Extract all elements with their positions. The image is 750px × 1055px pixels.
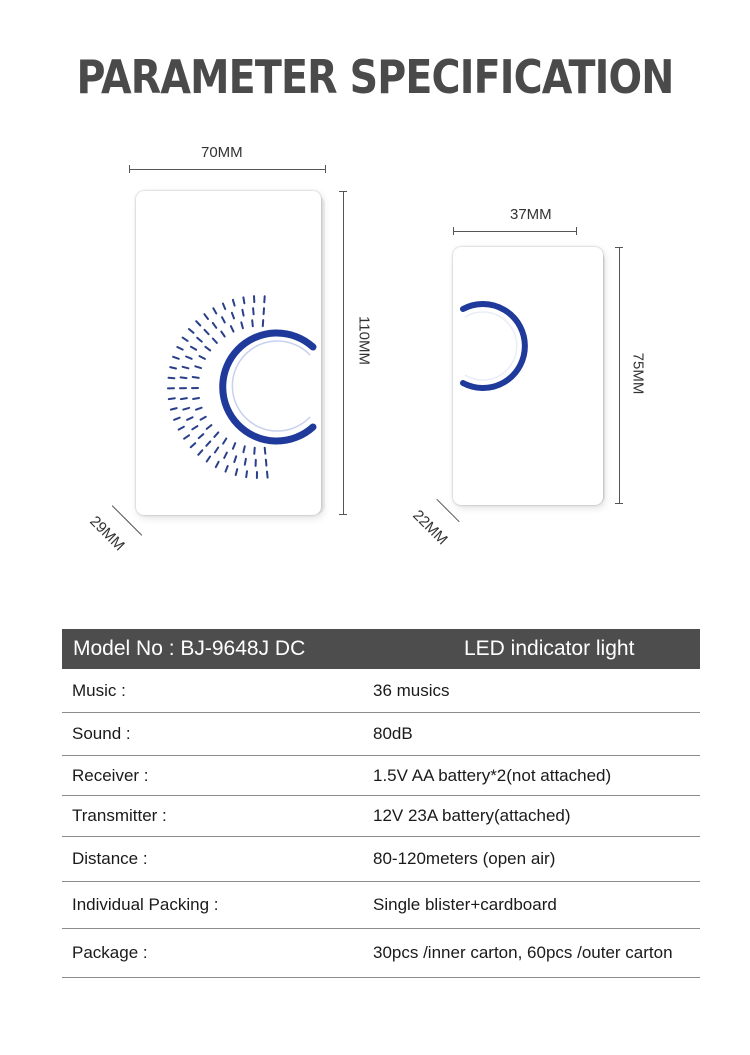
receiver-height-label: 110MM — [355, 316, 373, 365]
speaker-hole — [183, 338, 188, 341]
spec-key: Sound : — [72, 724, 131, 743]
speaker-hole — [226, 466, 228, 472]
speaker-hole — [189, 329, 194, 333]
spec-row-packing — [62, 882, 700, 929]
speaker-hole — [198, 450, 202, 455]
speaker-hole — [213, 339, 217, 343]
speaker-hole — [234, 456, 236, 462]
speaker-hole — [241, 322, 243, 328]
speaker-hole — [179, 427, 184, 430]
transmitter-width-label: 37MM — [510, 206, 552, 223]
speaker-hole — [181, 398, 187, 399]
speaker-hole — [201, 417, 206, 420]
spec-value: 80dB — [373, 724, 413, 743]
speaker-hole — [193, 398, 199, 399]
led-ring-inner — [232, 341, 310, 431]
receiver-width-tick-right — [325, 165, 326, 173]
spec-key: Receiver : — [72, 765, 149, 785]
led-ring-icon — [463, 304, 525, 388]
receiver-width-label: 70MM — [201, 144, 243, 161]
spec-table — [62, 629, 700, 978]
speaker-hole — [223, 304, 225, 310]
speaker-hole — [242, 310, 243, 316]
spec-key: Music : — [72, 680, 126, 700]
speaker-hole — [186, 357, 192, 359]
receiver-speaker-grille — [136, 191, 321, 515]
speaker-hole — [195, 366, 201, 368]
receiver-height-line — [343, 191, 344, 515]
spec-key: Transmitter : — [72, 806, 167, 825]
speaker-hole — [187, 417, 193, 420]
speaker-hole — [232, 313, 234, 319]
speaker-hole — [183, 367, 189, 369]
spec-row-sound — [62, 713, 700, 756]
receiver-depth-label: 29MM — [86, 512, 128, 555]
speaker-hole — [206, 441, 210, 445]
transmitter-unit — [453, 247, 603, 505]
speaker-hole — [266, 460, 267, 466]
spec-value: 1.5V AA battery*2(not attached) — [373, 765, 612, 785]
speaker-hole — [174, 418, 180, 420]
speaker-hole — [191, 443, 196, 447]
speaker-hole — [231, 326, 234, 331]
transmitter-button — [453, 247, 603, 505]
speaker-hole — [216, 462, 219, 467]
speaker-hole — [205, 330, 209, 334]
speaker-hole — [170, 367, 176, 368]
receiver-width-line — [129, 169, 326, 170]
spec-row-distance — [62, 837, 700, 882]
speaker-hole — [207, 425, 212, 429]
spec-key: Individual Packing : — [72, 895, 219, 914]
speaker-hole — [169, 398, 175, 399]
speaker-hole — [200, 356, 205, 359]
speaker-hole — [173, 357, 179, 359]
transmitter-width-tick-right — [576, 227, 577, 235]
feature-label: LED indicator light — [464, 637, 635, 660]
speaker-hole — [207, 457, 210, 462]
speaker-hole — [243, 297, 244, 303]
speaker-hole — [183, 408, 189, 410]
speaker-hole — [192, 426, 197, 429]
spec-row-package — [62, 929, 700, 978]
speaker-holes — [168, 296, 268, 478]
spec-row-music — [62, 669, 700, 713]
speaker-hole — [184, 435, 189, 438]
spec-value: 80-120meters (open air) — [373, 849, 556, 868]
speaker-hole — [243, 446, 244, 452]
speaker-hole — [196, 321, 200, 325]
spec-value: Single blister+cardboard — [373, 895, 557, 914]
speaker-hole — [236, 469, 238, 475]
spec-value: 30pcs /inner carton, 60pcs /outer carton — [373, 943, 673, 962]
transmitter-depth-label: 22MM — [409, 506, 451, 549]
speaker-hole — [252, 320, 253, 326]
speaker-hole — [196, 408, 202, 410]
speaker-hole — [204, 314, 208, 319]
transmitter-width-tick-left — [453, 227, 454, 235]
speaker-hole — [267, 472, 268, 478]
receiver-height-tick-top — [339, 191, 347, 192]
speaker-hole — [171, 408, 177, 410]
model-number: Model No : BJ-9648J DC — [73, 637, 306, 660]
spec-value: 36 musics — [373, 680, 450, 700]
spec-key: Package : — [72, 943, 148, 962]
speaker-hole — [224, 453, 227, 458]
speaker-hole — [233, 300, 235, 306]
spec-row-transmitter — [62, 796, 700, 837]
speaker-hole — [199, 434, 204, 438]
transmitter-width-line — [453, 231, 577, 232]
speaker-hole — [214, 432, 218, 437]
speaker-hole — [246, 471, 247, 477]
speaker-hole — [215, 448, 218, 453]
speaker-hole — [169, 378, 175, 379]
spec-header — [62, 629, 700, 669]
speaker-hole — [193, 377, 199, 378]
speaker-hole — [223, 439, 226, 444]
receiver-height-tick-bottom — [339, 514, 347, 515]
speaker-hole — [213, 308, 216, 313]
speaker-hole — [213, 323, 217, 328]
spec-row-receiver — [62, 756, 700, 796]
speaker-hole — [265, 448, 266, 454]
transmitter-height-tick-bottom — [615, 503, 623, 504]
speaker-hole — [221, 332, 224, 337]
speaker-hole — [205, 347, 210, 351]
speaker-hole — [197, 338, 202, 342]
receiver-width-tick-left — [129, 165, 130, 173]
transmitter-height-line — [619, 247, 620, 504]
transmitter-height-label: 75MM — [629, 352, 647, 395]
speaker-hole — [191, 347, 196, 350]
transmitter-height-tick-top — [615, 247, 623, 248]
spec-key: Distance : — [72, 849, 148, 868]
speaker-hole — [181, 377, 187, 378]
speaker-hole — [253, 308, 254, 314]
receiver-unit — [136, 191, 321, 515]
speaker-hole — [177, 347, 182, 350]
page-title: PARAMETER SPECIFICATION — [76, 50, 674, 104]
speaker-hole — [245, 459, 246, 465]
button-surface — [465, 312, 517, 380]
spec-value: 12V 23A battery(attached) — [373, 806, 571, 825]
speaker-hole — [222, 317, 225, 322]
speaker-hole — [233, 443, 235, 449]
